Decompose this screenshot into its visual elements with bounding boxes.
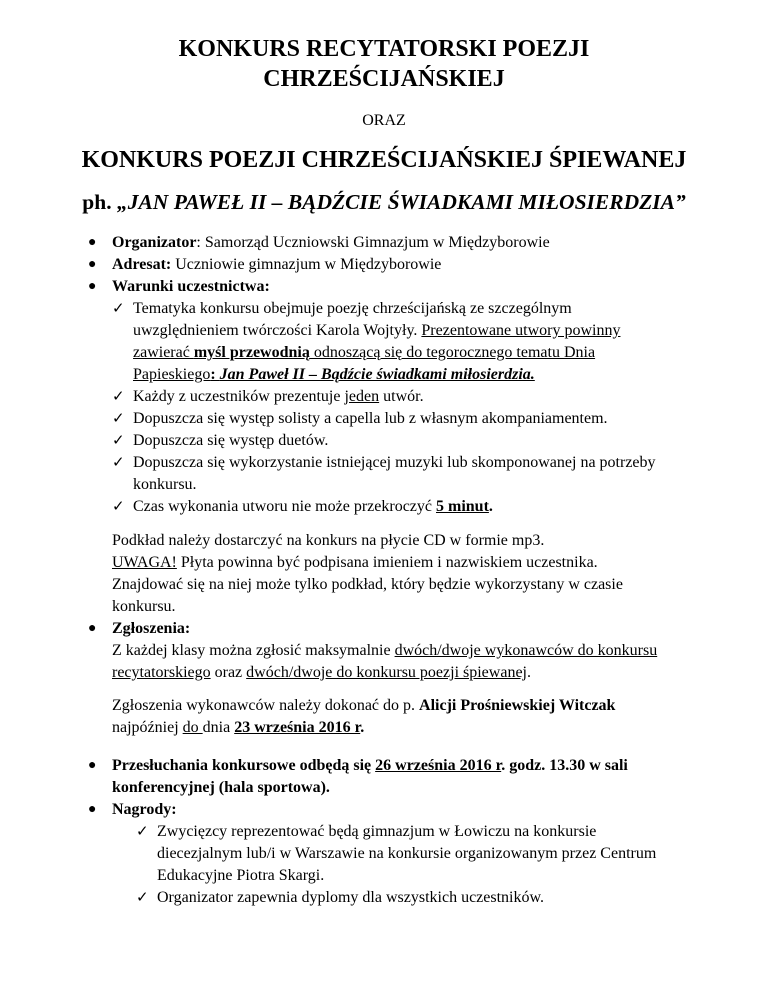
warunek-1: Tematyka konkursu obejmuje poezję chrześcijańską ze szczególnym uwzględnieniem twórczości Karola Wojtyły. Prezentowane utwory powinny zawierać myśl przewodnią odnoszącą się do tegorocznego tematu Dnia Papieskiego: Jan Paweł II – Bądźcie świadkami miłosierdzia. [133,300,621,383]
zgloszenia-deadline: Zgłoszenia wykonawców należy dokonać do p. Alicji Prośniewskiej Witczak najpóźniej do dnia 23 września 2016 r. [112,697,616,736]
check-icon: ✓ [112,433,125,449]
main-title-line2: CHRZEŚCIJAŃSKIEJ [263,66,505,92]
warunki-label: Warunki uczestnictwa: [112,278,270,295]
nagrody-label: Nagrody: [112,801,177,818]
organizator-label: Organizator [112,234,197,251]
nagroda-2: Organizator zapewnia dyplomy dla wszystkich uczestników. [157,889,544,906]
check-icon: ✓ [112,389,125,405]
warunek-2: Każdy z uczestników prezentuje jeden utwór. [133,388,424,405]
adresat-text: Uczniowie gimnazjum w Międzyborowie [171,256,442,273]
main-title [0,34,768,94]
main-title-line1: KONKURS RECYTATORSKI POEZJI [178,36,590,62]
warunek-6: Czas wykonania utworu nie może przekroczyć 5 minut. [133,498,493,515]
adresat-item [112,254,441,276]
warunek-5: Dopuszcza się wykorzystanie istniejącej muzyki lub skomponowanej na potrzeby konkursu. [133,454,656,493]
motto-text: „JAN PAWEŁ II – BĄDŹCIE ŚWIADKAMI MIŁOSIERDZIA” [116,190,686,214]
check-icon: ✓ [136,890,149,906]
motto-title [0,187,768,217]
przesluchania-item: Przesłuchania konkursowe odbędą się 26 września 2016 r. godz. 13.30 w sali konferencyjnej (hala sportowa). [112,757,628,796]
bullet-icon: ● [88,802,97,817]
bullet-icon: ● [88,235,97,250]
nagroda-1: Zwycięzcy reprezentować będą gimnazjum w Łowiczu na konkursie diecezjalnym lub/i w Warszawie na konkursie organizowanym przez Centrum Edukacyjne Piotra Skargi. [157,823,657,884]
organizator-item [112,232,550,254]
check-icon: ✓ [112,499,125,515]
bullet-icon: ● [88,758,97,773]
second-title: KONKURS POEZJI CHRZEŚCIJAŃSKIEJ ŚPIEWANEJ [81,147,687,173]
podklad-paragraph: Podkład należy dostarczyć na konkurs na płycie CD w formie mp3. UWAGA! Płyta powinna być podpisana imieniem i nazwiskiem uczestnika. Znajdować się na niej może tylko podkład, który będzie wykorzystany w czasie konkursu. [112,532,623,615]
organizator-text: : Samorząd Uczniowski Gimnazjum w Międzyborowie [196,234,550,251]
oraz-label: ORAZ [362,112,406,129]
adresat-label: Adresat: [112,256,172,273]
warunek-4: Dopuszcza się występ duetów. [133,432,329,449]
zgloszenia-item: Zgłoszenia: Z każdej klasy można zgłosić maksymalnie dwóch/dwoje wykonawców do konkursu recytatorskiego oraz dwóch/dwoje do konkursu poezji śpiewanej. [112,620,658,681]
bullet-icon: ● [88,621,97,636]
check-icon: ✓ [136,824,149,840]
check-icon: ✓ [112,301,125,317]
check-icon: ✓ [112,411,125,427]
check-icon: ✓ [112,455,125,471]
motto-prefix: ph. [82,190,112,214]
bullet-icon: ● [88,257,97,272]
zgloszenia-label: Zgłoszenia: [112,620,191,637]
warunek-3: Dopuszcza się występ solisty a capella lub z własnym akompaniamentem. [133,410,608,427]
bullet-icon: ● [88,279,97,294]
